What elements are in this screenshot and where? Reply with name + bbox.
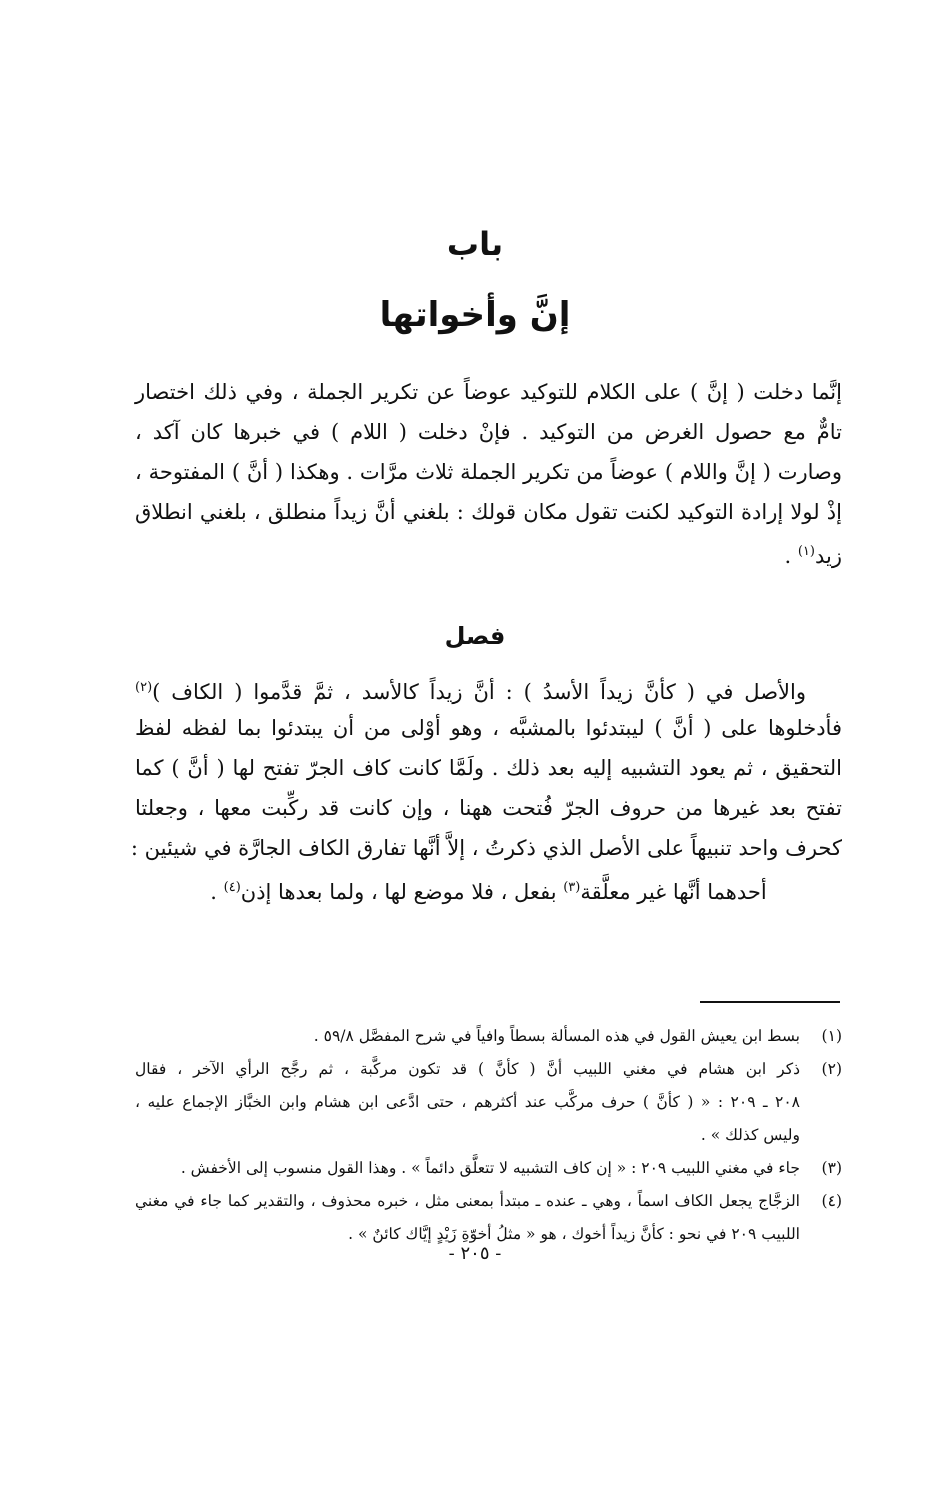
footnote-number: (١) xyxy=(821,1027,842,1045)
footnote-4 xyxy=(135,1185,842,1251)
paragraph-1 xyxy=(135,372,842,572)
text: زيد xyxy=(814,544,842,568)
text-line: التحقيق ، ثم يعود التشبيه إليه بعد ذلك . ولَمَّا كانت كاف الجرّ تفتح لها ( أنَّ ) كما xyxy=(135,756,842,780)
text-line: وصارت ( إنَّ واللام ) عوضاً من تكرير الجملة ثلاث مرَّات . وهكذا ( أنَّ ) المفتوحة ، xyxy=(135,460,842,484)
text-line: إذْ لولا إرادة التوكيد لكنت تقول مكان قولك : بلغني أنَّ زيداً منطلق ، بلغني انطلاق xyxy=(135,500,842,524)
text-line: تفتح بعد غيرها من حروف الجرّ فُتحت ههنا ، وإن كانت قد ركِّبت معها ، وجعلتا xyxy=(135,796,842,820)
footnote-line: جاء في مغني اللبيب ٢٠٩ : « إن كاف التشبيه لا تتعلَّق دائماً » . وهذا القول منسوب إلى الأخفش . xyxy=(180,1159,800,1177)
page-number: - ٢٠٥ - xyxy=(448,1243,502,1264)
footnote-line: ذكر ابن هشام في مغني اللبيب أنَّ ( كأنَّ ) قد تكون مركَّبة ، ثم رجَّح الرأي الآخر ، فقال xyxy=(135,1060,800,1078)
text: والأصل في ( كأنَّ زيداً الأسدُ ) : أنَّ زيداً كالأسد ، ثمَّ قدَّموا ( الكاف ) xyxy=(152,680,806,704)
footnote-line: ٢٠٨ ـ ٢٠٩ : « ( كأنَّ ) حرف مركَّب عند أكثرهم ، حتى ادَّعى ابن هشام وابن الخبَّاز الإجماع عليه ، xyxy=(135,1093,801,1111)
footnote-line: وليس كذلك » . xyxy=(700,1126,800,1144)
footnotes xyxy=(135,1020,842,1251)
footnote-line: بسط ابن يعيش القول في هذه المسألة بسطاً وافياً في شرح المفصَّل ٥٩/٨ . xyxy=(313,1027,800,1045)
footnote-number: (٤) xyxy=(821,1192,842,1210)
footnote-ref-3[interactable]: (٣) xyxy=(563,880,581,895)
text-line: كحرف واحد تنبيهاً على الأصل الذي ذكرتُ ، إلاَّ أنَّها تفارق الكاف الجارَّة في شيئين : xyxy=(130,836,842,860)
paragraph-2 xyxy=(130,668,842,908)
chapter-title: إنَّ وأخواتها xyxy=(379,295,571,335)
chapter-label: باب xyxy=(446,225,504,263)
text-line: تامٌّ مع حصول الغرض من التوكيد . فإنْ دخلت ( اللام ) في خبرها كان آكد ، xyxy=(135,420,842,444)
footnote-line: الزجَّاج يجعل الكاف اسماً ، وهي ـ عنده ـ مبتدأ بمعنى مثل ، خبره محذوف ، والتقدير كما جاء في مغني xyxy=(135,1192,800,1210)
footnote-1 xyxy=(135,1020,842,1053)
footnote-ref-4[interactable]: (٤) xyxy=(223,880,241,895)
text: . xyxy=(210,880,224,904)
footnote-ref-1[interactable]: (١) xyxy=(797,544,815,559)
text: أحدهما أنَّها غير معلَّقة xyxy=(580,880,767,904)
footnote-3 xyxy=(135,1152,842,1185)
section-title: فصل xyxy=(444,622,506,650)
text: بفعل ، فلا موضع لها ، ولما بعدها إذن xyxy=(240,880,564,904)
footnote-line: اللبيب ٢٠٩ في نحو : كأنَّ زيداً أخوك ، هو « مثلُ أخوّةِ زَيْدٍ إيَّاك كائنٌ » . xyxy=(348,1225,800,1243)
text-line: فأدخلوها على ( أنَّ ) ليبتدئوا بالمشبَّه ، وهو أوْلى من أن يبتدئوا بما لفظه لفظ xyxy=(135,716,842,740)
footnote-number: (٢) xyxy=(821,1060,842,1078)
text-line xyxy=(135,532,842,572)
text-line xyxy=(135,868,842,908)
text: . xyxy=(784,544,798,568)
footnote-2 xyxy=(135,1053,842,1152)
text-line xyxy=(135,668,842,708)
footnote-number: (٣) xyxy=(821,1159,842,1177)
footnote-ref-2[interactable]: (٢) xyxy=(135,680,153,695)
footnote-divider xyxy=(700,1001,840,1003)
text-line: إنَّما دخلت ( إنَّ ) على الكلام للتوكيد عوضاً عن تكرير الجملة ، وفي ذلك اختصار xyxy=(135,380,842,404)
